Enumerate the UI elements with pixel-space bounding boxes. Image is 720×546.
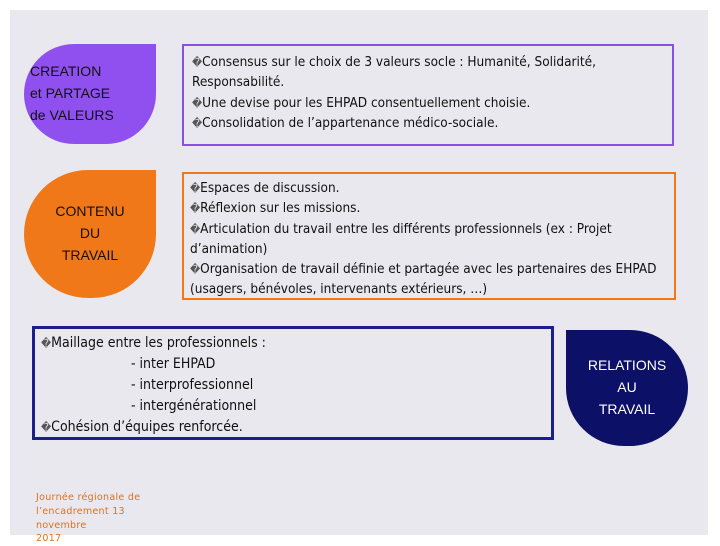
relations-label-line1: RELATIONS bbox=[587, 357, 667, 374]
bullet-icon: � bbox=[190, 263, 201, 276]
bullet-icon: � bbox=[41, 337, 52, 350]
bullet-icon: � bbox=[41, 421, 52, 434]
contenu-item: �Organisation de travail définie et partagée avec les partenaires des EHPAD (usagers, bénévoles, intervenants extérieurs, …) bbox=[190, 261, 657, 298]
contenu-box bbox=[182, 172, 676, 300]
relations-subitem: - inter EHPAD bbox=[131, 356, 216, 372]
bullet-icon: � bbox=[190, 182, 201, 195]
bullet-icon: � bbox=[192, 56, 203, 69]
relations-label-line2: AU bbox=[617, 379, 637, 396]
creation-label-line1: CREATION bbox=[30, 63, 102, 80]
contenu-label-line1: CONTENU bbox=[55, 203, 125, 220]
creation-label-line2: et PARTAGE bbox=[30, 85, 111, 102]
bullet-icon: � bbox=[190, 202, 201, 216]
relations-item: �Cohésion d’équipes renforcée. bbox=[41, 419, 243, 435]
contenu-label-line3: TRAVAIL bbox=[61, 246, 119, 263]
relations-box bbox=[32, 326, 554, 440]
relations-subitem: - intergénérationnel bbox=[131, 398, 257, 414]
valeurs-item: �Consensus sur le choix de 3 valeurs socle : Humanité, Solidarité, Responsabilité. bbox=[192, 54, 596, 91]
relations-travail-shape bbox=[566, 330, 688, 446]
creation-valeurs-shape bbox=[24, 44, 156, 144]
bullet-icon: � bbox=[192, 116, 203, 130]
contenu-item: �Articulation du travail entre les différents professionnels (ex : Projet d’animation) bbox=[190, 220, 612, 257]
valeurs-box bbox=[182, 44, 674, 146]
contenu-label-line2: DU bbox=[79, 225, 101, 242]
creation-label-line3: de VALEURS bbox=[30, 106, 114, 123]
contenu-item: �Réflexion sur les missions. bbox=[190, 200, 361, 217]
bullet-icon: � bbox=[190, 222, 201, 236]
contenu-travail-shape bbox=[24, 170, 156, 298]
footer-note bbox=[36, 491, 176, 546]
relations-label-line3: TRAVAIL bbox=[598, 400, 656, 417]
footer-line1: Journée régionale de bbox=[36, 492, 141, 503]
valeurs-item: �Consolidation de l’appartenance médico-sociale. bbox=[192, 114, 499, 131]
contenu-item: �Espaces de discussion. bbox=[190, 180, 340, 196]
bullet-icon: � bbox=[192, 96, 203, 110]
relations-item: �Maillage entre les professionnels : bbox=[41, 335, 266, 351]
footer-line3: 2017 bbox=[36, 533, 62, 545]
relations-subitem: - interprofessionnel bbox=[131, 377, 254, 393]
valeurs-item: �Une devise pour les EHPAD consentuellement choisie. bbox=[192, 94, 531, 111]
footer-line2: l’encadrement 13 novembre bbox=[36, 505, 125, 531]
